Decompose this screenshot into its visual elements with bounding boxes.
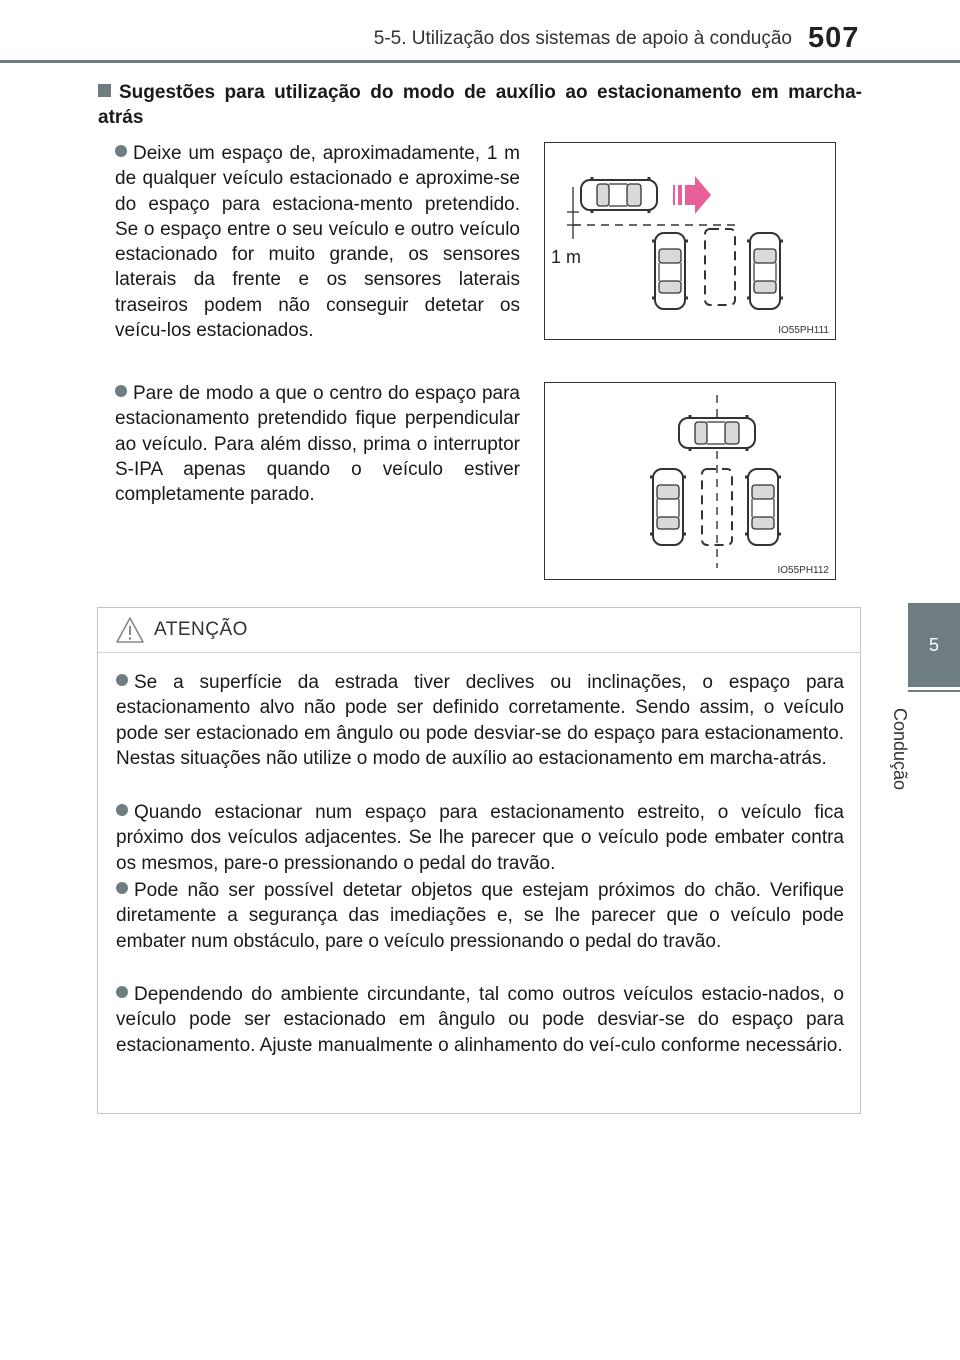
- parked-car-right-icon: [747, 233, 783, 309]
- figure-approach-distance: [544, 142, 836, 340]
- warning-text: Se a superfície da estrada tiver declives ou inclinações, o espaço para estacionamento alvo não pode ser definido corretamente. Sendo assim, o veículo pode ser estacionado em ângulo ou pode desviar-se do espaço para estacionamento. Nestas situações não utilize o modo de auxílio ao estacionamento em marcha-atrás.: [116, 672, 844, 769]
- figure-caption: IO55PH112: [777, 565, 829, 576]
- bullet-dot-icon: [116, 986, 128, 998]
- warning-item: [116, 982, 844, 1058]
- chapter-tab-rule: [908, 690, 960, 692]
- section-title: [98, 80, 862, 130]
- stopped-car-icon: [679, 415, 755, 451]
- direction-arrow-icon: [673, 176, 711, 214]
- section-title-text: Sugestões para utilização do modo de auxílio ao estacionamento em marcha-atrás: [98, 82, 862, 128]
- parked-car-left-icon: [650, 469, 686, 545]
- square-bullet-icon: [98, 84, 111, 97]
- tip-text: Pare de modo a que o centro do espaço para estacionamento pretendido fique perpendicular ao veículo. Para além disso, prima o interruptor S-IPA apenas quando o veículo estiver completamente parado.: [115, 383, 520, 506]
- bullet-dot-icon: [115, 145, 127, 157]
- figure-perpendicular-stop: [544, 382, 836, 580]
- page-number: 507: [808, 22, 860, 54]
- figure-caption: IO55PH111: [778, 325, 829, 336]
- warning-triangle-icon: [115, 616, 145, 644]
- distance-label: 1 m: [551, 247, 582, 267]
- warning-heading: ATENÇÃO: [154, 619, 248, 640]
- chapter-label: Condução: [890, 708, 910, 791]
- parking-stop-diagram: [545, 383, 835, 579]
- target-space-outline: [705, 229, 735, 305]
- parking-approach-diagram: [545, 143, 835, 339]
- warning-header: [98, 608, 860, 653]
- warning-item: [116, 670, 844, 771]
- warning-text: Quando estacionar num espaço para estacionamento estreito, o veículo fica próximo dos veículos adjacentes. Se lhe parecer que o veículo pode embater contra os mesmos, pare-o pressionando o pedal do travão.: [116, 802, 844, 874]
- tip-text: Deixe um espaço de, aproximadamente, 1 m de qualquer veículo estacionado e aproxime-se do espaço para estaciona-mento pretendido. Se o espaço entre o seu veículo e outro veículo estacionado for muito grande, os sensores laterais da frente e os sensores laterais traseiros podem não conseguir detetar os veícu-los estacionados.: [115, 143, 520, 342]
- warning-box: [97, 607, 861, 1114]
- bullet-dot-icon: [115, 385, 127, 397]
- header-section-title: 5-5. Utilização dos sistemas de apoio à condução: [373, 28, 792, 49]
- bullet-dot-icon: [116, 882, 128, 894]
- bullet-dot-icon: [116, 674, 128, 686]
- chapter-tab: 5: [908, 603, 960, 687]
- parked-car-right-icon: [745, 469, 781, 545]
- bullet-dot-icon: [116, 804, 128, 816]
- tip-item: [115, 381, 520, 507]
- warning-item: [116, 878, 844, 954]
- warning-text: Dependendo do ambiente circundante, tal como outros veículos estacio-nados, o veículo pode ser estacionado em ângulo ou pode desviar-se do espaço para estacionamento. Ajuste manualmente o alinhamento do veí-culo conforme necessário.: [116, 984, 844, 1056]
- parked-car-left-icon: [652, 233, 688, 309]
- warning-item: [116, 800, 844, 876]
- warning-text: Pode não ser possível detetar objetos que estejam próximos do chão. Verifique diretamente a segurança das imediações e, se lhe parecer que o veículo pode embater num obstáculo, pare o veículo pressionando o pedal do travão.: [116, 880, 844, 952]
- tip-item: [115, 141, 520, 343]
- header-rule: [0, 60, 960, 63]
- moving-car-icon: [581, 177, 657, 213]
